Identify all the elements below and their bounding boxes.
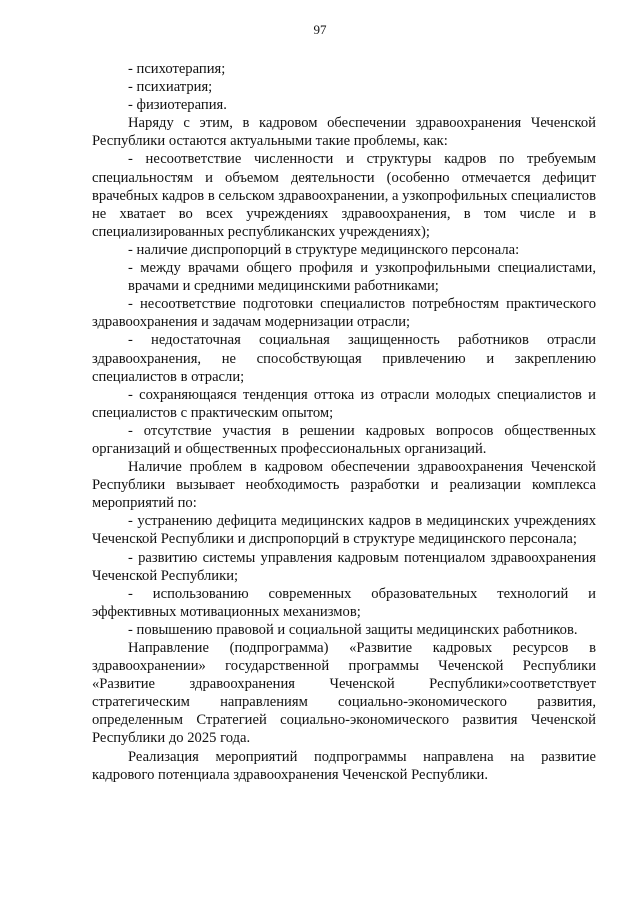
body-paragraph: Наряду с этим, в кадровом обеспечении здравоохранения Чеченской Республики остаются актуальными такие проблемы, как: — [92, 115, 596, 150]
list-item: - между врачами общего профиля и узкопрофильными специалистами, врачами и средними медицинскими работниками; — [128, 260, 596, 295]
page-number: 97 — [313, 22, 327, 37]
body-paragraph: Направление (подпрограмма) «Развитие кадровых ресурсов в здравоохранении» государственной программы Чеченской Республики «Развитие здравоохранения Чеченской Республики»соответствует стратегическим направлениям социально-экономического развития, определенным Стратегией социально-экономического развития Чеченской Республики до 2025 года. — [92, 640, 596, 747]
list-item: - использованию современных образовательных технологий и эффективных мотивационных механизмов; — [92, 585, 596, 620]
list-item: - физиотерапия. — [128, 97, 227, 114]
list-item: - несоответствие численности и структуры кадров по требуемым специальностям и объемом деятельности (особенно отмечается дефицит врачебных кадров в сельском здравоохранении, а узкопрофильных специалистов не хватает во всех учреждениях здравоохранения, в том числе и в специализированных республиканских учреждениях); — [92, 151, 596, 240]
list-item: - психиатрия; — [128, 79, 213, 96]
list-item: - повышению правовой и социальной защиты медицинских работников. — [128, 621, 578, 638]
body-paragraph: Реализация мероприятий подпрограммы направлена на развитие кадрового потенциала здравоохранения Чеченской Республики. — [92, 748, 596, 783]
body-paragraph: Наличие проблем в кадровом обеспечении здравоохранения Чеченской Республики вызывает необходимость разработки и реализации комплекса мероприятий по: — [92, 459, 596, 512]
list-item: - сохраняющаяся тенденция оттока из отрасли молодых специалистов и специалистов с практическим опытом; — [92, 386, 596, 421]
list-item: - развитию системы управления кадровым потенциалом здравоохранения Чеченской Республики; — [92, 549, 596, 584]
page-body — [92, 60, 596, 784]
list-item: - недостаточная социальная защищенность работников отрасли здравоохранения, не способствующая привлечению и закреплению специалистов в отрасли; — [92, 332, 596, 385]
list-item: - отсутствие участия в решении кадровых вопросов общественных организаций и общественных профессиональных организаций. — [92, 422, 596, 457]
list-item: - психотерапия; — [128, 61, 226, 77]
list-item: - наличие диспропорций в структуре медицинского персонала: — [128, 241, 520, 258]
list-item: - устранению дефицита медицинских кадров в медицинских учреждениях Чеченской Республики и диспропорций в структуре медицинского персонала; — [92, 513, 596, 548]
list-item: - несоответствие подготовки специалистов потребностям практического здравоохранения и задачам модернизации отрасли; — [92, 296, 596, 331]
